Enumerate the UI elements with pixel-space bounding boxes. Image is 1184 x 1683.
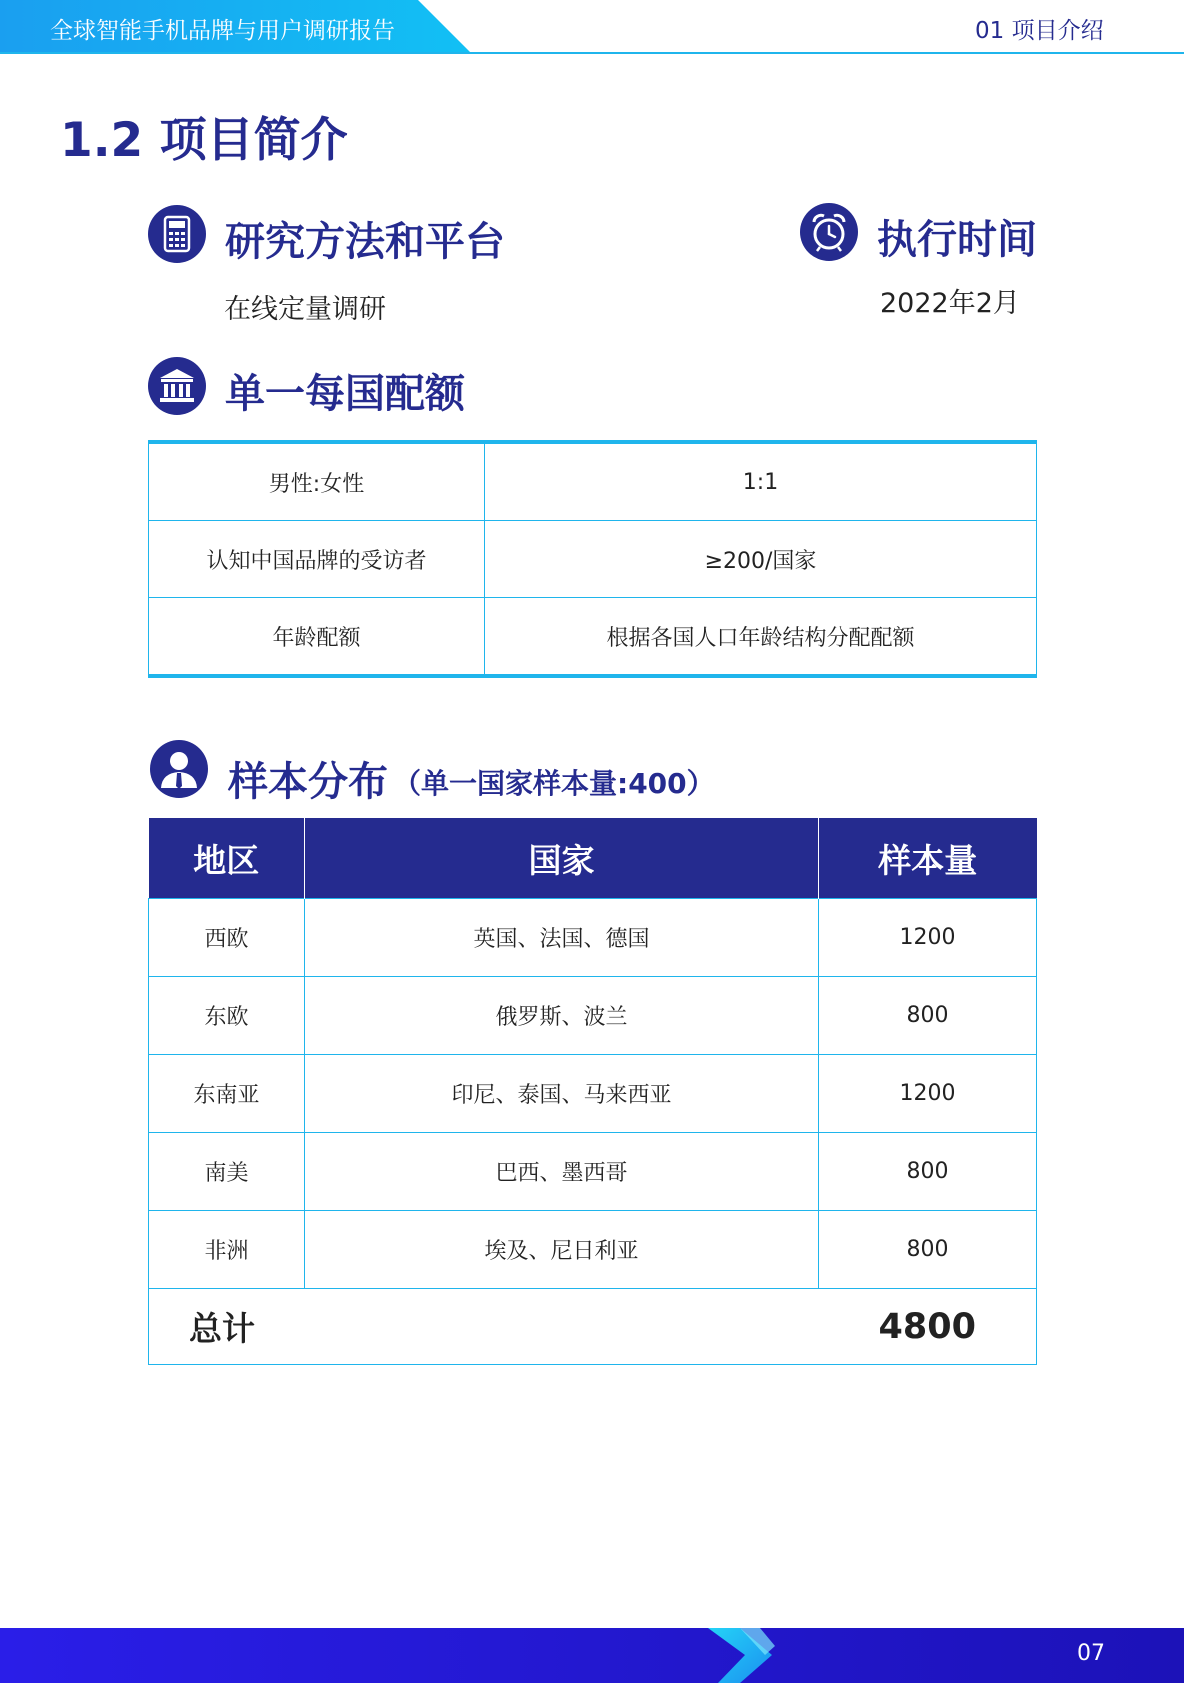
region-cell: 非洲 xyxy=(149,1211,305,1289)
count-cell: 800 xyxy=(819,1211,1037,1289)
countries-cell: 英国、法国、德国 xyxy=(305,899,819,977)
report-title: 全球智能手机品牌与用户调研报告 xyxy=(50,18,395,44)
table-row xyxy=(149,521,1037,598)
table-row xyxy=(149,899,1037,977)
person-icon xyxy=(150,740,208,798)
count-cell: 800 xyxy=(819,977,1037,1055)
total-row xyxy=(149,1289,1037,1365)
quota-table xyxy=(148,440,1037,678)
section-label: 01 项目介绍 xyxy=(975,18,1104,44)
bank-icon xyxy=(148,357,206,415)
count-cell: 800 xyxy=(819,1133,1037,1211)
quota-value: 根据各国人口年龄结构分配配额 xyxy=(485,598,1037,677)
quota-label: 认知中国品牌的受访者 xyxy=(149,521,485,598)
countries-cell: 巴西、墨西哥 xyxy=(305,1133,819,1211)
header-rule xyxy=(0,52,1184,54)
timing-title: 执行时间 xyxy=(877,217,1037,263)
region-cell: 西欧 xyxy=(149,899,305,977)
quota-label: 男性:女性 xyxy=(149,442,485,521)
region-cell: 东南亚 xyxy=(149,1055,305,1133)
sample-title: 样本分布 xyxy=(228,759,388,805)
quota-value: ≥200/国家 xyxy=(485,521,1037,598)
region-cell: 南美 xyxy=(149,1133,305,1211)
total-value: 4800 xyxy=(819,1289,1037,1365)
countries-cell: 俄罗斯、波兰 xyxy=(305,977,819,1055)
alarm-clock-icon xyxy=(800,203,858,261)
table-row xyxy=(149,1211,1037,1289)
countries-cell: 印尼、泰国、马来西亚 xyxy=(305,1055,819,1133)
timing-value: 2022年2月 xyxy=(880,288,1020,319)
table-row xyxy=(149,977,1037,1055)
method-title: 研究方法和平台 xyxy=(225,219,505,265)
total-label: 总计 xyxy=(149,1289,819,1365)
region-cell: 东欧 xyxy=(149,977,305,1055)
table-row xyxy=(149,1133,1037,1211)
column-header-countries: 国家 xyxy=(305,818,819,899)
quota-value: 1:1 xyxy=(485,442,1037,521)
table-header-row xyxy=(149,818,1037,899)
footer-band xyxy=(0,1628,1184,1683)
column-header-region: 地区 xyxy=(149,818,305,899)
sample-subtitle: （单一国家样本量:400） xyxy=(393,767,715,800)
method-value: 在线定量调研 xyxy=(224,294,386,325)
table-row xyxy=(149,442,1037,521)
page-number: 07 xyxy=(1077,1641,1105,1666)
quota-label: 年龄配额 xyxy=(149,598,485,677)
count-cell: 1200 xyxy=(819,899,1037,977)
count-cell: 1200 xyxy=(819,1055,1037,1133)
table-row xyxy=(149,598,1037,677)
quota-title: 单一每国配额 xyxy=(225,371,465,417)
column-header-count: 样本量 xyxy=(819,818,1037,899)
countries-cell: 埃及、尼日利亚 xyxy=(305,1211,819,1289)
table-row xyxy=(149,1055,1037,1133)
sample-table xyxy=(148,818,1037,1365)
page-title: 1.2 项目简介 xyxy=(60,113,348,168)
calculator-icon xyxy=(148,205,206,263)
